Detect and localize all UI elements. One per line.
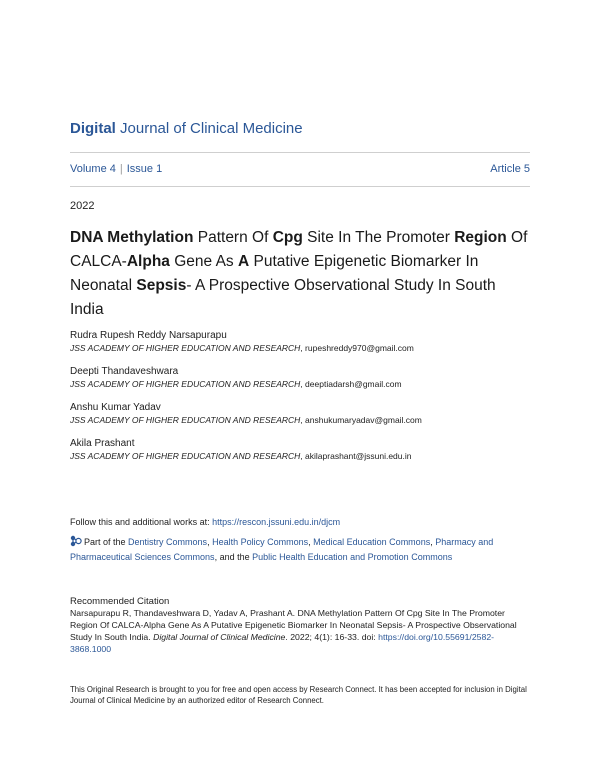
access-notice: This Original Research is brought to you for free and open access by Research Connect. It has been accepted for inclusion in Digital Journal of Clinical Medicine by an authorized editor of Research Connect. (70, 685, 527, 705)
author-block (70, 401, 540, 427)
follow-text: Follow this and additional works at: (70, 517, 213, 527)
follow-line (70, 517, 340, 527)
issue-info (70, 163, 530, 175)
health-policy-commons-link[interactable]: Health Policy Commons (212, 537, 309, 547)
part-of-commons: Part of the Dentistry Commons, Health Policy Commons, Medical Education Commons, Pharmacy and Pharmaceutical Sciences Commons, and the Public Health Education and Promotion Commons (70, 537, 494, 562)
issue-link[interactable]: Issue 1 (126, 163, 163, 175)
volume-link[interactable]: Volume 4 (70, 163, 116, 175)
publication-year: 2022 (70, 200, 95, 212)
author-email: , anshukumaryadav@gmail.com (300, 415, 422, 425)
author-institution: JSS ACADEMY OF HIGHER EDUCATION AND RESEARCH (70, 415, 301, 425)
issue-separator: | (119, 163, 123, 175)
citation-details: . 2022; 4(1): 16-33. doi: (285, 632, 379, 642)
author-block (70, 329, 540, 355)
article-number-link[interactable]: Article 5 (490, 163, 530, 175)
journal-title-rest[interactable]: Journal of Clinical Medicine (115, 120, 303, 137)
dentistry-commons-link[interactable]: Dentistry Commons (128, 537, 208, 547)
author-name: Akila Prashant (70, 438, 135, 449)
network-commons-icon (70, 535, 82, 547)
citation-journal: Digital Journal of Clinical Medicine (153, 632, 286, 642)
doi-link[interactable]: https://doi.org/10.55691/2582-3868.1000 (70, 632, 495, 654)
journal-title[interactable] (70, 120, 303, 137)
collection-link[interactable]: https://rescon.jssuni.edu.in/djcm (212, 517, 341, 527)
middle-divider (70, 186, 530, 187)
author-institution: JSS ACADEMY OF HIGHER EDUCATION AND RESEARCH (70, 379, 301, 389)
author-affiliation (70, 450, 540, 463)
public-health-commons-link[interactable]: Public Health Education and Promotion Commons (252, 552, 453, 562)
citation-heading: Recommended Citation (70, 596, 170, 607)
journal-title-bold[interactable]: Digital (70, 120, 116, 137)
author-affiliation (70, 378, 540, 391)
author-block (70, 437, 540, 463)
author-affiliation (70, 342, 540, 355)
medical-education-commons-link[interactable]: Medical Education Commons (313, 537, 431, 547)
citation-body: Narsapurapu R, Thandaveshwara D, Yadav A, Prashant A. DNA Methylation Pattern Of Cpg Site In The Promoter Region Of CALCA-Alpha Gene As A Putative Epigenetic Biomarker In Neonatal Sepsis- A Prospective Observational Study In South India. (70, 608, 517, 642)
citation-text (70, 607, 532, 655)
article-title: DNA Methylation Pattern Of Cpg Site In The Promoter Region Of CALCA-Alpha Gene As A Putative Epigenetic Biomarker In Neonatal Sepsis- A Prospective Observational Study In South India (70, 229, 528, 318)
author-email: , akilaprashant@jssuni.edu.in (300, 451, 412, 461)
author-name: Rudra Rupesh Reddy Narsapurapu (70, 330, 227, 341)
author-institution: JSS ACADEMY OF HIGHER EDUCATION AND RESEARCH (70, 343, 301, 353)
author-block (70, 365, 540, 391)
author-affiliation (70, 414, 540, 427)
author-name: Anshu Kumar Yadav (70, 402, 161, 413)
author-email: , deeptiadarsh@gmail.com (300, 379, 402, 389)
part-of-prefix: Part of the (84, 537, 129, 547)
author-email: , rupeshreddy970@gmail.com (300, 343, 414, 353)
author-name: Deepti Thandaveshwara (70, 366, 179, 377)
author-institution: JSS ACADEMY OF HIGHER EDUCATION AND RESEARCH (70, 451, 301, 461)
top-divider (70, 152, 530, 153)
pharmacy-commons-link[interactable]: Pharmacy and Pharmaceutical Sciences Commons (70, 537, 494, 562)
